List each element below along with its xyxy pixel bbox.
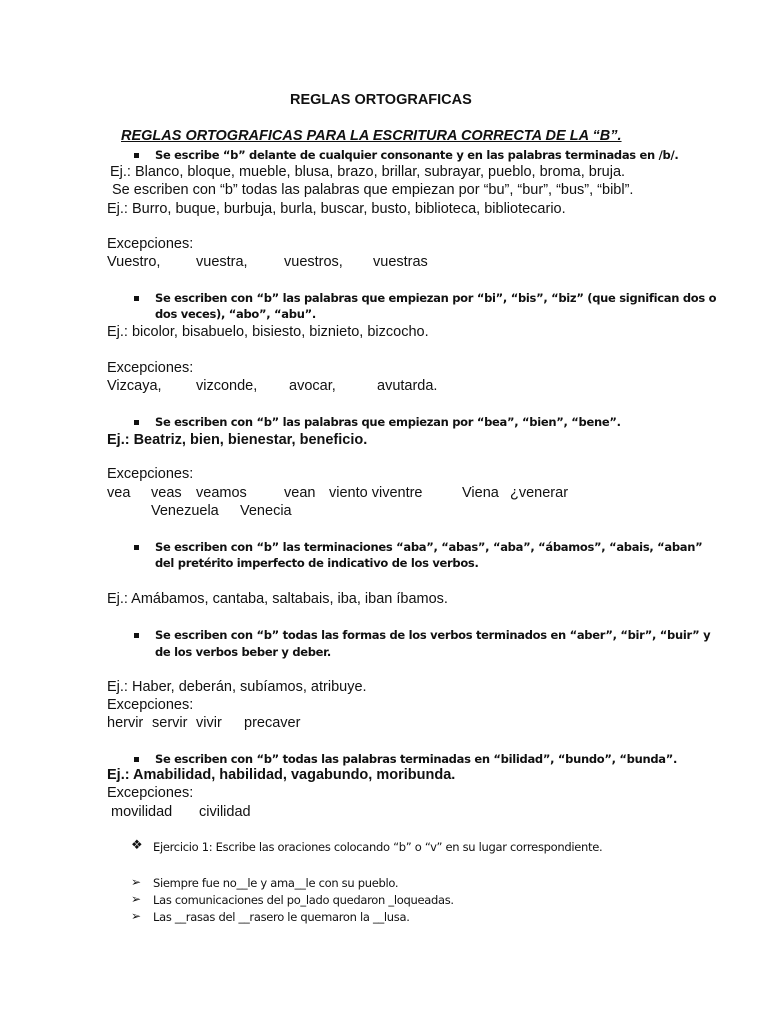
rule6-bullet-line1: Se escriben con “b” todas las formas de los verbos terminados en “aber”, “bir”, “buir” y	[155, 628, 711, 642]
rule6-example: Ej.: Haber, deberán, subíamos, atribuye.	[107, 679, 367, 695]
rule5-bullet-line1: Se escriben con “b” las terminaciones “aba”, “abas”, “aba”, “ábamos”, “abais, “aban”	[155, 540, 703, 554]
arrow-bullet-icon: ➢	[131, 909, 142, 923]
rule7-example: Ej.: Amabilidad, habilidad, vagabundo, moribunda.	[107, 767, 456, 783]
exercise-heading: Ejercicio 1: Escribe las oraciones colocando “b” o “v” en su lugar correspondiente.	[153, 840, 603, 854]
rule7-bullet: Se escriben con “b” todas las palabras terminadas en “bilidad”, “bundo”, “bunda”.	[155, 752, 678, 766]
rule2-exceptions-label: Excepciones:	[107, 236, 194, 252]
exception-word: ¿venerar	[510, 485, 569, 501]
exception-word: precaver	[244, 715, 301, 731]
exercise-item: Las comunicaciones del po_lado quedaron _loqueadas.	[153, 893, 454, 907]
rule3-exceptions-label: Excepciones:	[107, 360, 194, 376]
square-bullet-icon	[134, 296, 139, 301]
rule1-bullet: Se escribe “b” delante de cualquier consonante y en las palabras terminadas en /b/.	[155, 148, 679, 162]
exception-word: vizconde,	[196, 378, 258, 394]
exception-word: vea	[107, 485, 131, 501]
exercise-item: Siempre fue no__le y ama__le con su pueblo.	[153, 876, 399, 890]
arrow-bullet-icon: ➢	[131, 875, 142, 889]
exception-word: vuestra,	[196, 254, 248, 270]
rule1-example: Ej.: Blanco, bloque, mueble, blusa, brazo, brillar, subrayar, pueblo, broma, bruja.	[110, 164, 626, 180]
rule4-exceptions-label: Excepciones:	[107, 466, 194, 482]
exception-word: Vuestro,	[107, 254, 161, 270]
exception-word: civilidad	[199, 804, 251, 820]
exception-word: vean	[284, 485, 316, 501]
square-bullet-icon	[134, 153, 139, 158]
rule5-example: Ej.: Amábamos, cantaba, saltabais, iba, iban íbamos.	[107, 591, 448, 607]
rule4-example: Ej.: Beatriz, bien, bienestar, beneficio.	[107, 432, 368, 448]
page-title: REGLAS ORTOGRAFICAS	[290, 92, 472, 108]
exception-word: vuestros,	[284, 254, 343, 270]
exception-word: Venezuela	[151, 503, 219, 519]
rule2-text: Se escriben con “b” todas las palabras que empiezan por “bu”, “bur”, “bus”, “bibl”.	[112, 182, 634, 198]
exception-word: Vizcaya,	[107, 378, 162, 394]
exception-word: vivir	[196, 715, 222, 731]
exception-word: Viena	[462, 485, 499, 501]
exception-word: veas	[151, 485, 182, 501]
rule7-exceptions-label: Excepciones:	[107, 785, 194, 801]
square-bullet-icon	[134, 633, 139, 638]
rule6-exceptions-label: Excepciones:	[107, 697, 194, 713]
exception-word: viento viventre	[329, 485, 423, 501]
rule3-bullet-line1: Se escriben con “b” las palabras que empiezan por “bi”, “bis”, “biz” (que significan dos o	[155, 291, 717, 305]
rule3-bullet-line2: dos veces), “abo”, “abu”.	[155, 307, 316, 321]
exception-word: servir	[152, 715, 188, 731]
exception-word: vuestras	[373, 254, 428, 270]
exception-word: veamos	[196, 485, 247, 501]
square-bullet-icon	[134, 420, 139, 425]
rule6-bullet-line2: de los verbos beber y deber.	[155, 645, 331, 659]
rule3-example: Ej.: bicolor, bisabuelo, bisiesto, biznieto, bizcocho.	[107, 324, 429, 340]
square-bullet-icon	[134, 757, 139, 762]
exception-word: avocar,	[289, 378, 336, 394]
diamond-bullet-icon: ❖	[131, 838, 143, 853]
exception-word: Venecia	[240, 503, 292, 519]
exception-word: movilidad	[111, 804, 173, 820]
page-subtitle: REGLAS ORTOGRAFICAS PARA LA ESCRITURA CORRECTA DE LA “B”.	[121, 128, 622, 144]
exception-word: hervir	[107, 715, 144, 731]
rule4-bullet: Se escriben con “b” las palabras que empiezan por “bea”, “bien”, “bene”.	[155, 415, 621, 429]
rule5-bullet-line2: del pretérito imperfecto de indicativo de los verbos.	[155, 556, 479, 570]
rule2-example: Ej.: Burro, buque, burbuja, burla, buscar, busto, biblioteca, bibliotecario.	[107, 201, 566, 217]
exercise-item: Las __rasas del __rasero le quemaron la __lusa.	[153, 910, 410, 924]
square-bullet-icon	[134, 545, 139, 550]
arrow-bullet-icon: ➢	[131, 892, 142, 906]
exception-word: avutarda.	[377, 378, 438, 394]
